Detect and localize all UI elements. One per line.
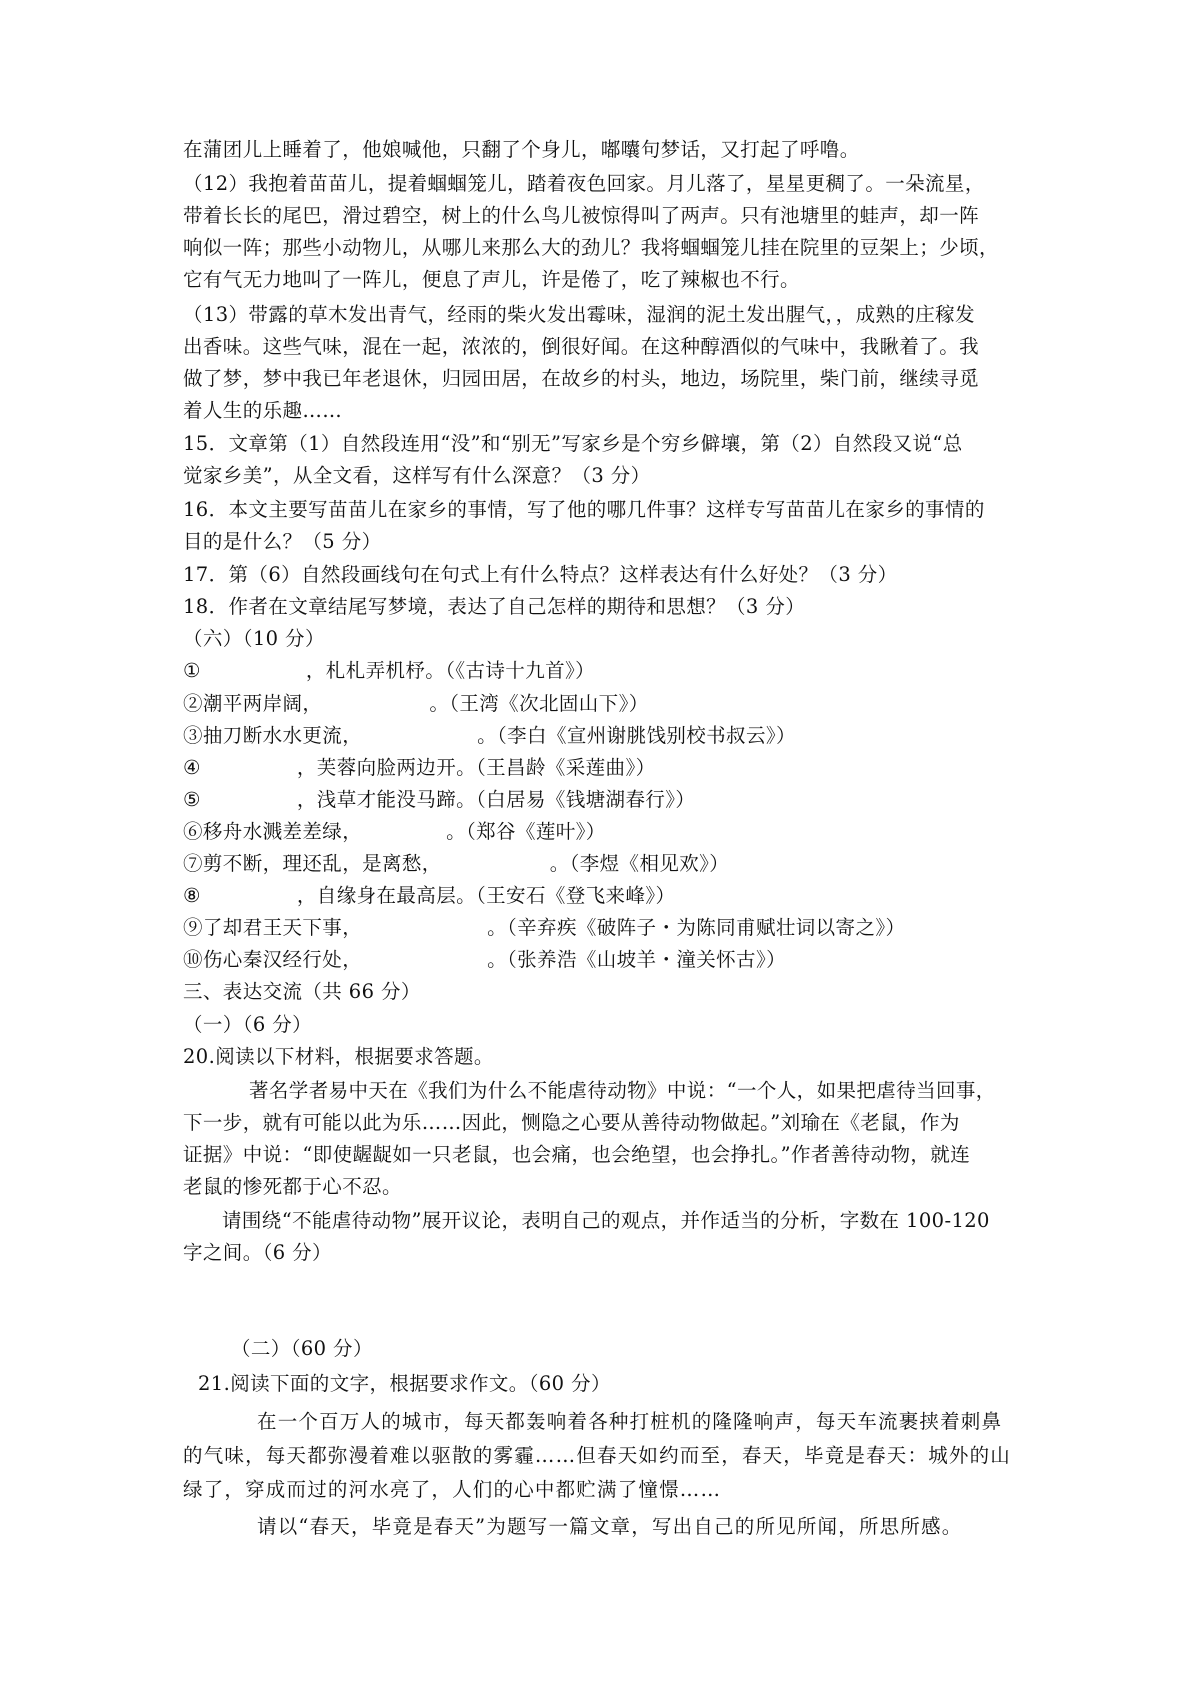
fill-blank-3-prefix: ③抽刀断水水更流， — [183, 724, 363, 747]
fill-blank-5 — [183, 784, 695, 816]
passage-line: 在蒲团儿上睡着了，他娘喊他，只翻了个身儿，嘟囔句梦话，又打起了呼噜。 — [183, 138, 860, 161]
material-line: 证据》中说：“即使龌龊如一只老鼠，也会痛，也会绝望，也会挣扎。”作者善待动物，就连 — [183, 1143, 971, 1166]
essay-material-line: 在一个百万人的城市，每天都轰响着各种打桩机的隆隆响声，每天车流裹挟着刺鼻 — [257, 1410, 1003, 1433]
fill-blank-7 — [183, 848, 729, 880]
fill-blank-10 — [183, 944, 786, 976]
question-16-cont: 目的是什么？（5 分） — [183, 530, 382, 553]
question-20: 20.阅读以下材料，根据要求答题。 — [183, 1045, 494, 1068]
fill-blank-7-suffix: 。（李煜《相见欢》） — [549, 852, 730, 875]
fill-blank-1 — [183, 655, 595, 687]
essay-prompt: 请以“春天，毕竟是春天”为题写一篇文章，写出自己的所见所闻，所思所感。 — [257, 1515, 963, 1538]
question-15: 15．文章第（1）自然段连用“没”和“别无”写家乡是个穷乡僻壤，第（2）自然段又说“总 — [183, 432, 963, 455]
fill-blank-7-prefix: ⑦剪不断，理还乱，是离愁， — [183, 852, 442, 875]
fill-blank-8-suffix: ，自缘身在最高层。（王安石《登飞来峰》） — [296, 884, 676, 907]
question-17: 17．第（6）自然段画线句在句式上有什么特点？这样表达有什么好处？（3 分） — [183, 563, 898, 586]
fill-blank-10-suffix: 。（张养浩《山坡羊・潼关怀古》） — [487, 948, 787, 971]
prompt-line: 字之间。（6 分） — [183, 1241, 332, 1264]
paragraph-13-line: 出香味。这些气味，混在一起，浓浓的，倒很好闻。在这种醇酒似的气味中，我瞅着了。我 — [183, 335, 980, 358]
fill-blank-9 — [183, 912, 905, 944]
fill-blank-6-prefix: ⑥移舟水溅差差绿， — [183, 820, 363, 843]
fill-blank-10-prefix: ⑩伤心秦汉经行处， — [183, 948, 363, 971]
fill-blank-4 — [183, 752, 656, 784]
fill-blank-5-prefix: ⑤ — [183, 788, 201, 811]
part-3-heading: 三、表达交流（共 66 分） — [183, 980, 421, 1003]
fill-blank-4-suffix: ，芙蓉向脸两边开。（王昌龄《采莲曲》） — [296, 756, 656, 779]
question-21: 21.阅读下面的文字，根据要求作文。（60 分） — [198, 1372, 611, 1395]
paragraph-13-line: 做了梦，梦中我已年老退休，归园田居，在故乡的村头，地边，场院里，柴门前，继续寻觅 — [183, 367, 980, 390]
fill-blank-3-suffix: 。（李白《宣州谢朓饯别校书叔云》） — [477, 724, 796, 747]
paragraph-13-line: 着人生的乐趣…… — [183, 399, 343, 422]
paragraph-12-line: 它有气无力地叫了一阵儿，便息了声儿，许是倦了，吃了辣椒也不行。 — [183, 268, 800, 291]
fill-blank-5-suffix: ，浅草才能没马蹄。（白居易《钱塘湖春行》） — [296, 788, 696, 811]
fill-blank-2-prefix: ②潮平两岸阔， — [183, 692, 323, 715]
sub-section-2-heading: （二）（60 分） — [231, 1337, 373, 1360]
fill-blank-6 — [183, 816, 606, 848]
fill-blank-1-suffix: ，札札弄机杼。（《古诗十九首》） — [305, 659, 596, 682]
fill-blank-1-prefix: ① — [183, 659, 201, 682]
paragraph-12-line: （12）我抱着苗苗儿，提着蝈蝈笼儿，踏着夜色回家。月儿落了，星星更稠了。一朵流星， — [183, 172, 985, 195]
paragraph-13-line: （13）带露的草木发出青气，经雨的柴火发出霉味，湿润的泥土发出腥气，，成熟的庄稼发 — [183, 303, 975, 326]
fill-blank-9-prefix: ⑨了却君王天下事， — [183, 916, 363, 939]
question-18: 18．作者在文章结尾写梦境，表达了自己怎样的期待和思想？（3 分） — [183, 595, 806, 618]
fill-blank-4-prefix: ④ — [183, 756, 201, 779]
paragraph-12-line: 带着长长的尾巴，滑过碧空，树上的什么鸟儿被惊得叫了两声。只有池塘里的蛙声，却一阵 — [183, 204, 980, 227]
fill-blank-2 — [183, 688, 649, 720]
fill-blank-3 — [183, 720, 796, 752]
question-16: 16．本文主要写苗苗儿在家乡的事情，写了他的哪几件事？这样专写苗苗儿在家乡的事情的 — [183, 498, 985, 521]
material-line: 老鼠的惨死都于心不忍。 — [183, 1175, 402, 1198]
fill-blank-8 — [183, 880, 675, 912]
question-15-cont: 觉家乡美”，从全文看，这样写有什么深意？（3 分） — [183, 464, 651, 487]
fill-blank-2-suffix: 。（王湾《次北固山下》） — [429, 692, 649, 715]
fill-blank-6-suffix: 。（郑谷《莲叶》） — [446, 820, 606, 843]
fill-blank-8-prefix: ⑧ — [183, 884, 201, 907]
material-line: 下一步，就有可能以此为乐……因此，恻隐之心要从善待动物做起。”刘瑜在《老鼠，作为 — [183, 1111, 960, 1134]
paragraph-12-line: 响似一阵；那些小动物儿，从哪儿来那么大的劲儿？我将蝈蝈笼儿挂在院里的豆架上；少顷， — [183, 236, 999, 259]
prompt-line: 请围绕“不能虐待动物”展开议论，表明自己的观点，并作适当的分析，字数在 100-120 — [222, 1209, 990, 1232]
material-line: 著名学者易中天在《我们为什么不能虐待动物》中说：“一个人，如果把虐待当回事， — [249, 1079, 996, 1102]
sub-section-1-heading: （一）（6 分） — [183, 1013, 313, 1036]
fill-blank-9-suffix: 。（辛弃疾《破阵子・为陈同甫赋壮词以寄之》） — [487, 916, 906, 939]
essay-material-line: 绿了，穿成而过的河水亮了，人们的心中都贮满了憧憬…… — [183, 1478, 722, 1501]
essay-material-line: 的气味，每天都弥漫着难以驱散的雾霾……但春天如约而至，春天，毕竟是春天：城外的山 — [183, 1444, 1012, 1467]
section-6-heading: （六）（10 分） — [183, 627, 325, 650]
